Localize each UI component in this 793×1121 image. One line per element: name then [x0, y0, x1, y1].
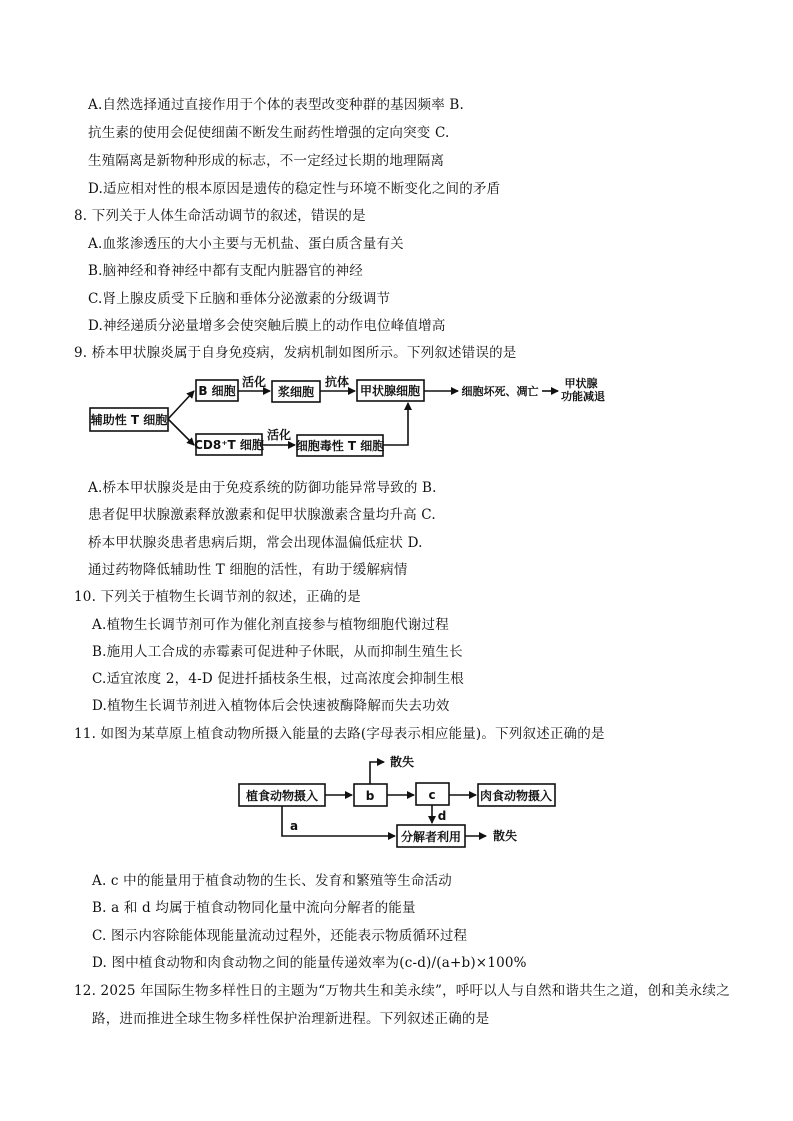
box-helper-t-cell: [90, 408, 168, 431]
q10-stem: 10. 下列关于植物生长调节剂的叙述，正确的是: [74, 589, 361, 605]
label-activate-2: 活化: [266, 428, 292, 442]
q10-option-a: A.植物生长调节剂可作为催化剂直接参与植物细胞代谢过程: [92, 617, 449, 633]
label-activate-1: 活化: [241, 375, 267, 389]
box-decomposer: [397, 825, 465, 847]
q11-option-d: D. 图中植食动物和肉食动物之间的能量传递效率为(c-d)/(a+b)×100%: [92, 955, 527, 971]
q9-option-a: A.桥本甲状腺炎是由于免疫系统的防御功能异常导致的 B.: [88, 480, 437, 496]
q9-stem: 9. 桥本甲状腺炎属于自身免疫病，发病机制如图所示。下列叙述错误的是: [74, 345, 517, 361]
label-dissipate-right: 散失: [492, 829, 518, 843]
label-decomposer: 分解者利用: [400, 830, 462, 844]
q9-option-d: 通过药物降低辅助性 T 细胞的活性，有助于缓解病情: [88, 562, 408, 578]
label-d: d: [437, 809, 447, 823]
q12-stem-line2: 路，进而推进全球生物多样性保护治理新进程。下列叙述正确的是: [92, 1011, 490, 1027]
q7-option-d: D.适应相对性的根本原因是遗传的稳定性与环境不断变化之间的矛盾: [88, 181, 501, 197]
q7-option-a: A.自然选择通过直接作用于个体的表型改变种群的基因频率 B.: [88, 97, 465, 113]
box-cd8-cell: [196, 434, 262, 455]
box-thyroid-cell: [357, 380, 424, 401]
label-a: a: [289, 819, 299, 833]
label-cd8-cell: CD8⁺T 细胞: [194, 438, 264, 452]
q9-option-c: 桥本甲状腺炎患者患病后期，常会出现体温偏低症状 D.: [88, 535, 423, 551]
box-b: [354, 784, 387, 806]
box-plasma-cell: [272, 381, 320, 402]
q8-option-c: C.肾上腺皮质受下丘脑和垂体分泌激素的分级调节: [88, 291, 391, 307]
label-thyroid-cell: 甲状腺细胞: [359, 384, 421, 398]
label-carnivore-intake: 肉食动物摄入: [479, 789, 553, 803]
q10-option-d: D.植物生长调节剂进入植物体后会快速被酶降解而失去功效: [92, 698, 450, 714]
label-dissipate-top: 散失: [389, 755, 415, 769]
label-b: b: [365, 789, 375, 803]
label-herbivore-intake: 植食动物摄入: [245, 789, 319, 803]
label-result-line2: 功能减退: [561, 390, 605, 403]
q8-option-b: B.脑神经和脊神经中都有支配内脏器官的神经: [88, 263, 363, 279]
q11-option-a: A. c 中的能量用于植食动物的生长、发育和繁殖等生命活动: [92, 873, 452, 889]
q11-option-b: B. a 和 d 均属于植食动物同化量中流向分解者的能量: [92, 900, 416, 916]
box-herbivore-intake: [239, 784, 325, 806]
box-carnivore-intake: [478, 784, 555, 806]
q12-stem-line1: 12. 2025 年国际生物多样性日的主题为“万物共生和美永续”，呼吁以人与自然和谐共生之道，创和美永续之: [74, 983, 730, 999]
label-result-line1: 甲状腺: [564, 377, 598, 390]
q7-option-c: 生殖隔离是新物种形成的标志，不一定经过长期的地理隔离: [88, 153, 445, 169]
q8-option-a: A.血浆渗透压的大小主要与无机盐、蛋白质含量有关: [88, 236, 404, 252]
box-cytotoxic-t: [297, 435, 383, 456]
q11-option-c: C. 图示内容除能体现能量流动过程外，还能表示物质循环过程: [92, 928, 468, 944]
q10-option-b: B.施用人工合成的赤霉素可促进种子休眠，从而抑制生殖生长: [92, 644, 463, 660]
label-helper-t-cell: 辅助性 T 细胞: [90, 413, 168, 427]
q8-option-d: D.神经递质分泌量增多会使突触后膜上的动作电位峰值增高: [88, 318, 446, 334]
label-antibody: 抗体: [324, 375, 350, 389]
label-c: c: [428, 788, 436, 802]
q8-stem: 8. 下列关于人体生命活动调节的叙述，错误的是: [74, 208, 366, 224]
label-b-cell: B 细胞: [198, 384, 236, 398]
label-outcome: 细胞坏死、凋亡: [461, 385, 539, 398]
q11-stem: 11. 如图为某草原上植食动物所摄入能量的去路(字母表示相应能量)。下列叙述正确的是: [74, 726, 605, 742]
q7-option-b: 抗生素的使用会促使细菌不断发生耐药性增强的定向突变 C.: [88, 125, 450, 141]
box-b-cell: [196, 380, 238, 401]
label-plasma-cell: 浆细胞: [277, 385, 315, 399]
label-cytotoxic-t: 细胞毒性 T 细胞: [295, 439, 385, 453]
box-c: [416, 783, 449, 805]
q9-option-b: 患者促甲状腺激素释放激素和促甲状腺激素含量均升高 C.: [88, 507, 436, 523]
q10-option-c: C.适宜浓度 2，4-D 促进扦插枝条生根，过高浓度会抑制生根: [92, 671, 464, 687]
